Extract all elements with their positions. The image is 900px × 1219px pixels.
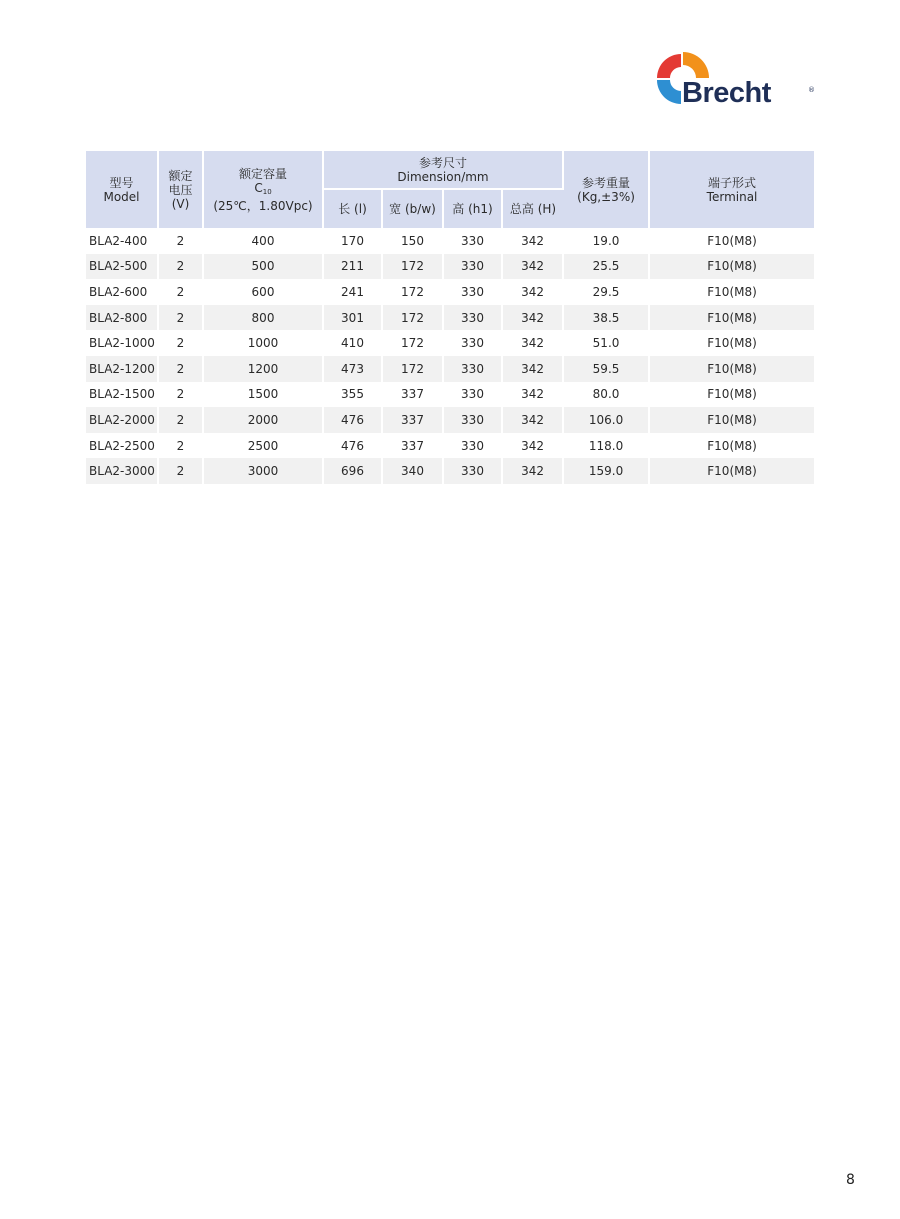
cell-length: 211	[323, 254, 382, 280]
col-dimension	[323, 151, 563, 189]
cell-height: 330	[443, 228, 502, 254]
table-body	[86, 228, 814, 484]
cell-terminal: F10(M8)	[649, 254, 814, 280]
cell-weight: 19.0	[563, 228, 649, 254]
cell-terminal: F10(M8)	[649, 382, 814, 408]
cell-weight: 38.5	[563, 305, 649, 331]
cell-height: 330	[443, 254, 502, 280]
cell-capacity: 400	[203, 228, 323, 254]
cell-capacity: 1200	[203, 356, 323, 382]
cell-capacity: 600	[203, 279, 323, 305]
cell-capacity: 800	[203, 305, 323, 331]
cell-total-height: 342	[502, 330, 563, 356]
table-row	[86, 407, 814, 433]
cell-voltage: 2	[158, 458, 203, 484]
col-capacity	[203, 151, 323, 228]
cell-terminal: F10(M8)	[649, 228, 814, 254]
table-row	[86, 305, 814, 331]
table-row	[86, 382, 814, 408]
capacity-c: C	[254, 180, 263, 195]
cell-total-height: 342	[502, 279, 563, 305]
header-weight-unit: (Kg,±3%)	[577, 189, 635, 204]
cell-voltage: 2	[158, 228, 203, 254]
cell-weight: 118.0	[563, 433, 649, 459]
col-width: 宽 (b/w)	[382, 189, 443, 228]
cell-width: 172	[382, 356, 443, 382]
header-terminal-cn: 端子形式	[708, 175, 757, 190]
cell-height: 330	[443, 433, 502, 459]
cell-terminal: F10(M8)	[649, 433, 814, 459]
cell-capacity: 500	[203, 254, 323, 280]
cell-width: 150	[382, 228, 443, 254]
header-capacity-symbol	[204, 181, 322, 199]
cell-height: 330	[443, 356, 502, 382]
cell-model: BLA2-600	[86, 279, 158, 305]
cell-terminal: F10(M8)	[649, 330, 814, 356]
cell-model: BLA2-800	[86, 305, 158, 331]
cell-weight: 80.0	[563, 382, 649, 408]
table-row	[86, 279, 814, 305]
cell-width: 337	[382, 382, 443, 408]
cell-voltage: 2	[158, 407, 203, 433]
cell-capacity: 1500	[203, 382, 323, 408]
page-number: 8	[846, 1172, 855, 1188]
cell-model: BLA2-1000	[86, 330, 158, 356]
cell-length: 170	[323, 228, 382, 254]
table-row	[86, 356, 814, 382]
col-terminal	[649, 151, 814, 228]
cell-terminal: F10(M8)	[649, 305, 814, 331]
cell-voltage: 2	[158, 305, 203, 331]
header-model-cn: 型号	[109, 175, 134, 190]
cell-total-height: 342	[502, 254, 563, 280]
cell-width: 340	[382, 458, 443, 484]
cell-model: BLA2-400	[86, 228, 158, 254]
cell-height: 330	[443, 279, 502, 305]
cell-voltage: 2	[158, 433, 203, 459]
registered-mark: ®	[808, 86, 815, 94]
cell-weight: 106.0	[563, 407, 649, 433]
cell-length: 301	[323, 305, 382, 331]
table-header	[86, 151, 814, 228]
brecht-logo	[652, 48, 822, 118]
cell-length: 355	[323, 382, 382, 408]
col-voltage	[158, 151, 203, 228]
cell-height: 330	[443, 382, 502, 408]
cell-terminal: F10(M8)	[649, 458, 814, 484]
cell-capacity: 1000	[203, 330, 323, 356]
cell-length: 696	[323, 458, 382, 484]
cell-height: 330	[443, 458, 502, 484]
cell-model: BLA2-3000	[86, 458, 158, 484]
header-voltage-cn2: 电压	[168, 182, 193, 197]
cell-voltage: 2	[158, 382, 203, 408]
cell-model: BLA2-2500	[86, 433, 158, 459]
capacity-subscript: 10	[262, 187, 272, 196]
col-model	[86, 151, 158, 228]
cell-total-height: 342	[502, 382, 563, 408]
cell-terminal: F10(M8)	[649, 356, 814, 382]
header-voltage-cn1: 额定	[168, 168, 193, 183]
cell-voltage: 2	[158, 330, 203, 356]
col-weight	[563, 151, 649, 228]
cell-length: 476	[323, 407, 382, 433]
cell-voltage: 2	[158, 254, 203, 280]
spec-table	[86, 151, 814, 484]
cell-total-height: 342	[502, 228, 563, 254]
cell-weight: 29.5	[563, 279, 649, 305]
cell-model: BLA2-500	[86, 254, 158, 280]
cell-length: 476	[323, 433, 382, 459]
cell-capacity: 2500	[203, 433, 323, 459]
brand-name: Brecht	[682, 77, 771, 109]
cell-length: 473	[323, 356, 382, 382]
col-height: 高 (h1)	[443, 189, 502, 228]
cell-total-height: 342	[502, 458, 563, 484]
cell-length: 410	[323, 330, 382, 356]
cell-weight: 51.0	[563, 330, 649, 356]
cell-height: 330	[443, 407, 502, 433]
cell-weight: 59.5	[563, 356, 649, 382]
cell-model: BLA2-1500	[86, 382, 158, 408]
table-row	[86, 228, 814, 254]
table-row	[86, 330, 814, 356]
cell-width: 337	[382, 433, 443, 459]
header-weight-cn: 参考重量	[582, 175, 631, 190]
cell-length: 241	[323, 279, 382, 305]
table-row	[86, 458, 814, 484]
header-terminal-en: Terminal	[706, 189, 758, 204]
table-row	[86, 254, 814, 280]
header-dimension-cn: 参考尺寸	[419, 155, 468, 170]
cell-width: 172	[382, 330, 443, 356]
cell-total-height: 342	[502, 433, 563, 459]
cell-model: BLA2-2000	[86, 407, 158, 433]
header-capacity-cn: 额定容量	[238, 166, 287, 181]
cell-width: 172	[382, 279, 443, 305]
header-voltage-unit: (V)	[171, 196, 190, 211]
cell-width: 172	[382, 305, 443, 331]
col-total-height: 总高 (H)	[502, 189, 563, 228]
cell-voltage: 2	[158, 356, 203, 382]
cell-width: 337	[382, 407, 443, 433]
cell-model: BLA2-1200	[86, 356, 158, 382]
cell-weight: 159.0	[563, 458, 649, 484]
header-capacity-cond: (25℃，1.80Vpc)	[213, 198, 313, 213]
table-row	[86, 433, 814, 459]
cell-height: 330	[443, 330, 502, 356]
col-length: 长 (l)	[323, 189, 382, 228]
cell-weight: 25.5	[563, 254, 649, 280]
cell-height: 330	[443, 305, 502, 331]
cell-voltage: 2	[158, 279, 203, 305]
cell-total-height: 342	[502, 305, 563, 331]
cell-width: 172	[382, 254, 443, 280]
header-dimension-en: Dimension/mm	[397, 169, 489, 184]
cell-terminal: F10(M8)	[649, 279, 814, 305]
cell-total-height: 342	[502, 356, 563, 382]
cell-capacity: 2000	[203, 407, 323, 433]
cell-total-height: 342	[502, 407, 563, 433]
cell-capacity: 3000	[203, 458, 323, 484]
header-model-en: Model	[103, 189, 140, 204]
cell-terminal: F10(M8)	[649, 407, 814, 433]
